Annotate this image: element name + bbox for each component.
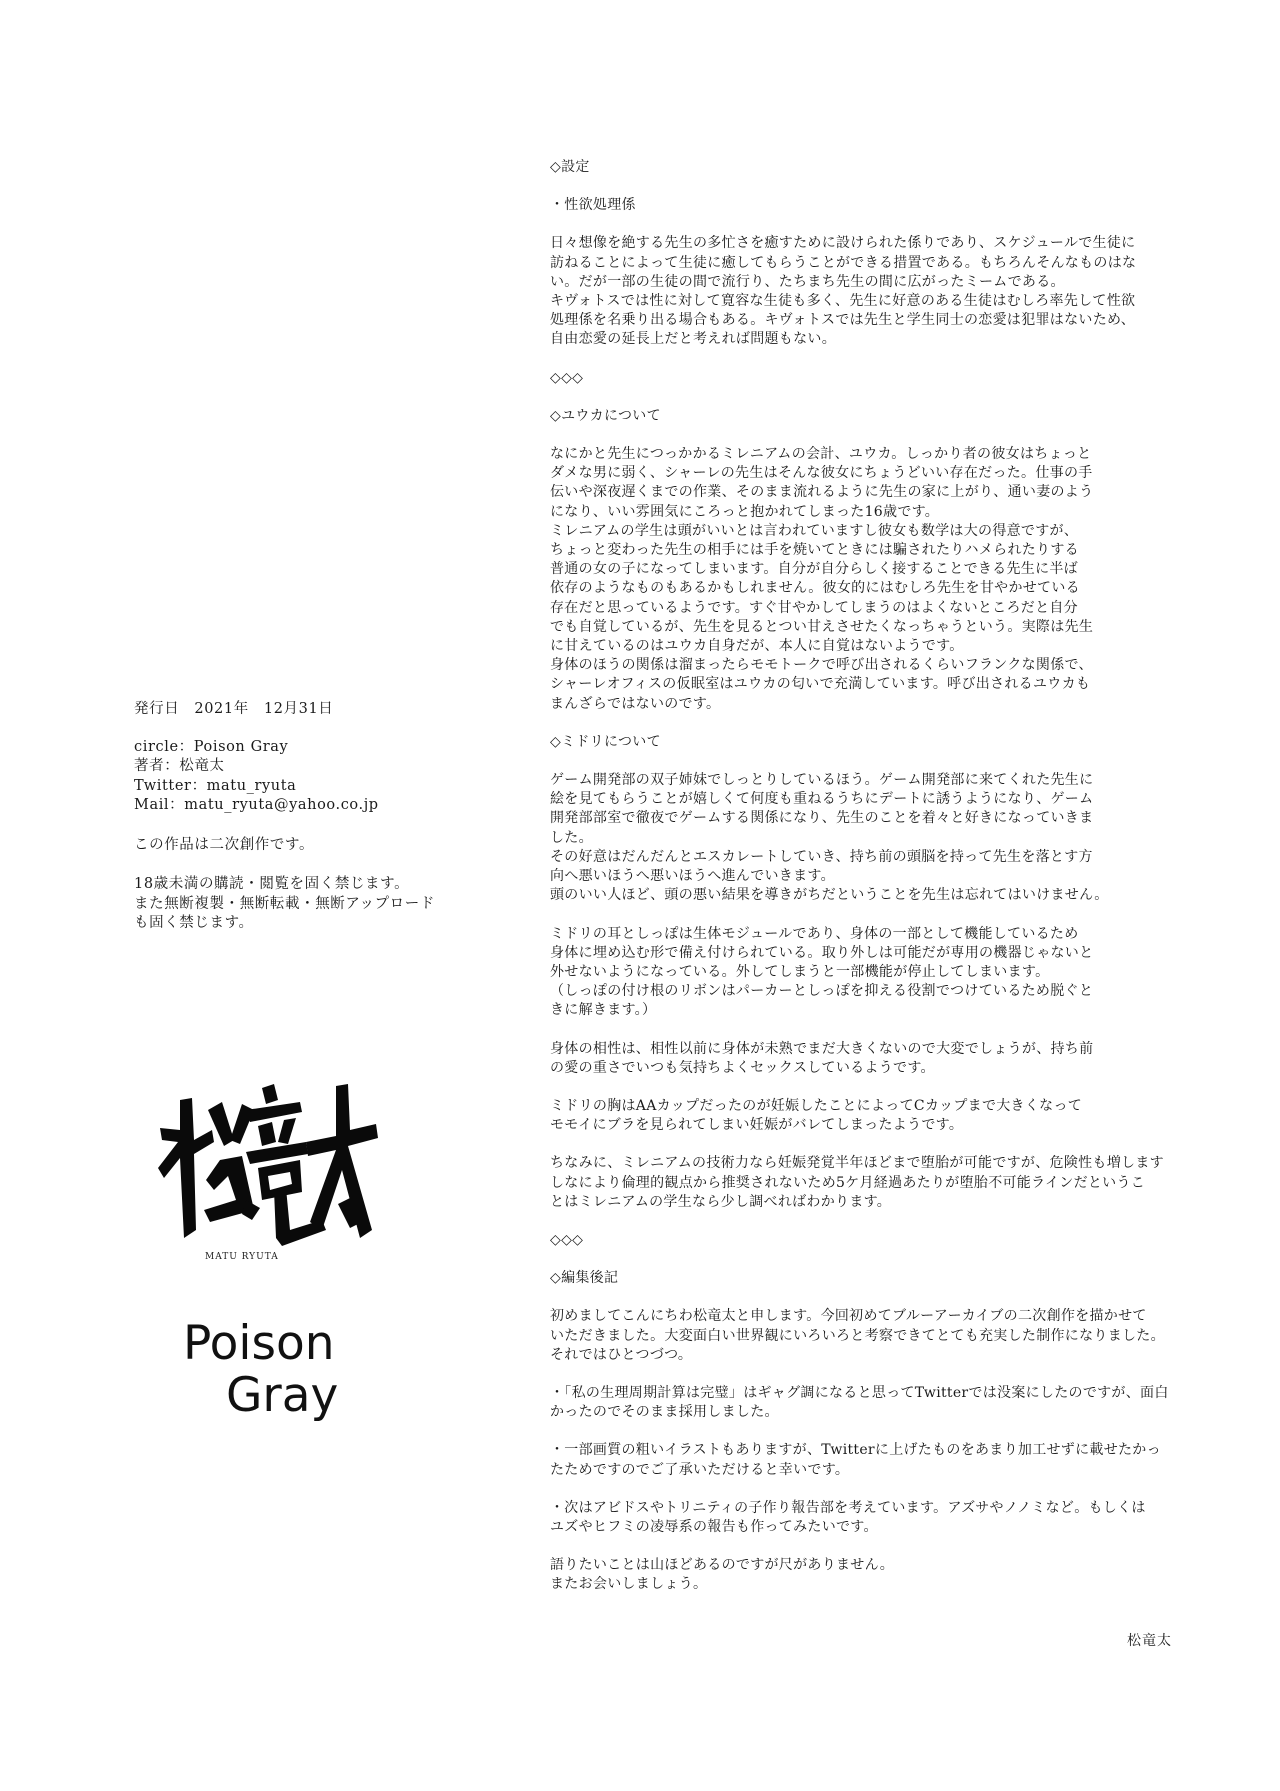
divider: ◇◇◇ (550, 1231, 584, 1248)
midori-body-2: ミドリの耳としっぽは生体モジュールであり、身体の一部として機能しているため 身体に埋め込む形で備え付けられている。取り外しは可能だが専用の機器じゃないと 外せないようになっている。外してしまうと一部機能が停止してしまいます。 （しっぽの付け根のリボンはパーカーとしっぽを抑える役割でつけているため脱ぐと きに解きます。） (550, 925, 1094, 1019)
mail-line: Mail：matu_ryuta@yahoo.co.jp (134, 797, 379, 813)
signature: 松竜太 (1127, 1633, 1172, 1649)
circle-line: circle：Poison Gray (134, 738, 289, 755)
afterword-body-2: ・「私の生理周期計算は完璧」はギャグ調になると思ってTwitterでは没案にしたのですが、面白 かったのでそのまま採用しました。 (550, 1384, 1169, 1421)
meta-block (134, 738, 494, 816)
publication-date: 発行日 2021年 12月31日 (134, 701, 334, 717)
afterword-body-1: 初めましてこんにちわ松竜太と申します。今回初めてブルーアーカイブの二次創作を描かせて いただきました。大変面白い世界観にいろいろと考察できてとても充実した制作になりました。 それではひとつづつ。 (550, 1308, 1165, 1363)
afterword-body-3: ・一部画質の粗いイラストもありますが、Twitterに上げたものをあまり加工せずに載せたかっ たためですのでご了承いただけると幸いです。 (550, 1442, 1161, 1478)
author-line: 著者：松竜太 (134, 758, 225, 774)
settings-heading: ◇設定 (550, 159, 590, 175)
yuuka-body: なにかと先生につっかかるミレニアムの会計、ユウカ。しっかり者の彼女はちょっと ダメな男に弱く、シャーレの先生はそんな彼女にちょうどいい存在だった。仕事の手 伝いや深夜遅くまでの作業、そのまま流れるように先生の家に上がり、通い妻のよう になり、いい雰囲気にころっと抱かれてしまった16歳です。 ミレニアムの学生は頭がいいとは言われていますし彼女も数学は大の得意ですが、 ちょっと変わった先生の相手には手を焼いてときには騙されたりハメられたりする 普通の女の子になってしまいます。自分が自分らしく接することできる先生に半ば 依存のようなものもあるかもしれません。彼女的にはむしろ先生を甘やかせている 存在だと思っているようです。すぐ甘やかしてしまうのはよくないところだと自分 でも自覚しているが、先生を見るとつい甘えさせたくなっちゃうという。実際は先生 に甘えているのはユウカ自身だが、本人に自覚はないようです。 身体のほうの関係は溜まったらモモトークで呼び出されるくらいフランクな関係で、 シャーレオフィスの仮眠室はユウカの匂いで充満しています。呼び出されるユウカも まんざらではないのです。 (550, 446, 1094, 712)
derivative-notice: この作品は二次創作です。 (134, 836, 315, 853)
circle-logo-line1: Poison (183, 1316, 335, 1371)
afterword-heading: ◇編集後記 (550, 1270, 619, 1287)
divider: ◇◇◇ (550, 369, 584, 386)
circle-logo-line2: Gray (226, 1368, 339, 1423)
twitter-line: Twitter：matu_ryuta (134, 777, 297, 794)
midori-body-3: 身体の相性は、相性以前に身体が未熟でまだ大きくないので大変でしょうが、持ち前 の愛の重さでいつも気持ちよくセックスしているようです。 (550, 1040, 1094, 1076)
midori-body-1: ゲーム開発部の双子姉妹でしっとりしているほう。ゲーム開発部に来てくれた先生に 絵を見てもらうことが嬉しくて何度も重ねるうちにデートに誘うようになり、ゲーム 開発部部室で徹夜でゲームする関係になり、先生のことを着々と好きになっていきま した。 その好意はだんだんとエスカレートしていき、持ち前の頭脳を持って先生を落とす方 向へ悪いほうへ悪いほうへ進んでいきます。 頭のいい人ほど、頭の悪い結果を導きがちだということを先生は忘れてはいけません。 (550, 772, 1109, 904)
logo-caption: MATU RYUTA (205, 1252, 279, 1262)
seiyoku-heading: ・性欲処理係 (550, 197, 636, 214)
seiyoku-body: 日々想像を絶する先生の多忙さを癒すために設けられた係りであり、スケジュールで生徒に 訪ねることによって生徒に癒してもらうことができる措置である。もちろんそんなものはな い。だが一部の生徒の間で流行り、たちまち先生の間に広がったミームである。 キヴォトスでは性に対して寛容な生徒も多く、先生に好意のある生徒はむしろ率先して性欲 処理係を名乗り出る場合もある。キヴォトスでは先生と学生同士の恋愛は犯罪はないため、 自由恋愛の延長上だと考えれば問題もない。 (550, 235, 1137, 348)
circle-logo (183, 1318, 338, 1422)
midori-body-4: ミドリの胸はAAカップだったのが妊娠したことによってCカップまで大きくなって モモイにブラを見られてしまい妊娠がバレてしまったようです。 (550, 1097, 1083, 1134)
calligraphy-logo (150, 1080, 380, 1250)
yuuka-heading: ◇ユウカについて (550, 407, 661, 424)
afterword-body-4: ・次はアビドスやトリニティの子作り報告部を考えています。アズサやノノミなど。もしくは ユズやヒフミの凌辱系の報告も作ってみたいです。 (550, 1499, 1146, 1535)
afterword-body-5: 語りたいことは山ほどあるのですが尺がありません。 またお会いしましょう。 (550, 1557, 895, 1593)
colophon (134, 700, 494, 934)
notes-column (550, 158, 1190, 1614)
restriction-notice: 18歳未満の購読・閲覧を固く禁じます。 また無断複製・無断転載・無断アップロード も固く禁じます。 (134, 876, 435, 931)
midori-body-5: ちなみに、ミレニアムの技術力なら妊娠発覚半年ほどまで堕胎が可能ですが、危険性も増します しなにより倫理的観点から推奨されないため5ケ月経過あたりが堕胎不可能ラインだというこ とはミレニアムの学生なら少し調べればわかります。 (550, 1155, 1164, 1210)
midori-heading: ◇ミドリについて (550, 733, 661, 750)
